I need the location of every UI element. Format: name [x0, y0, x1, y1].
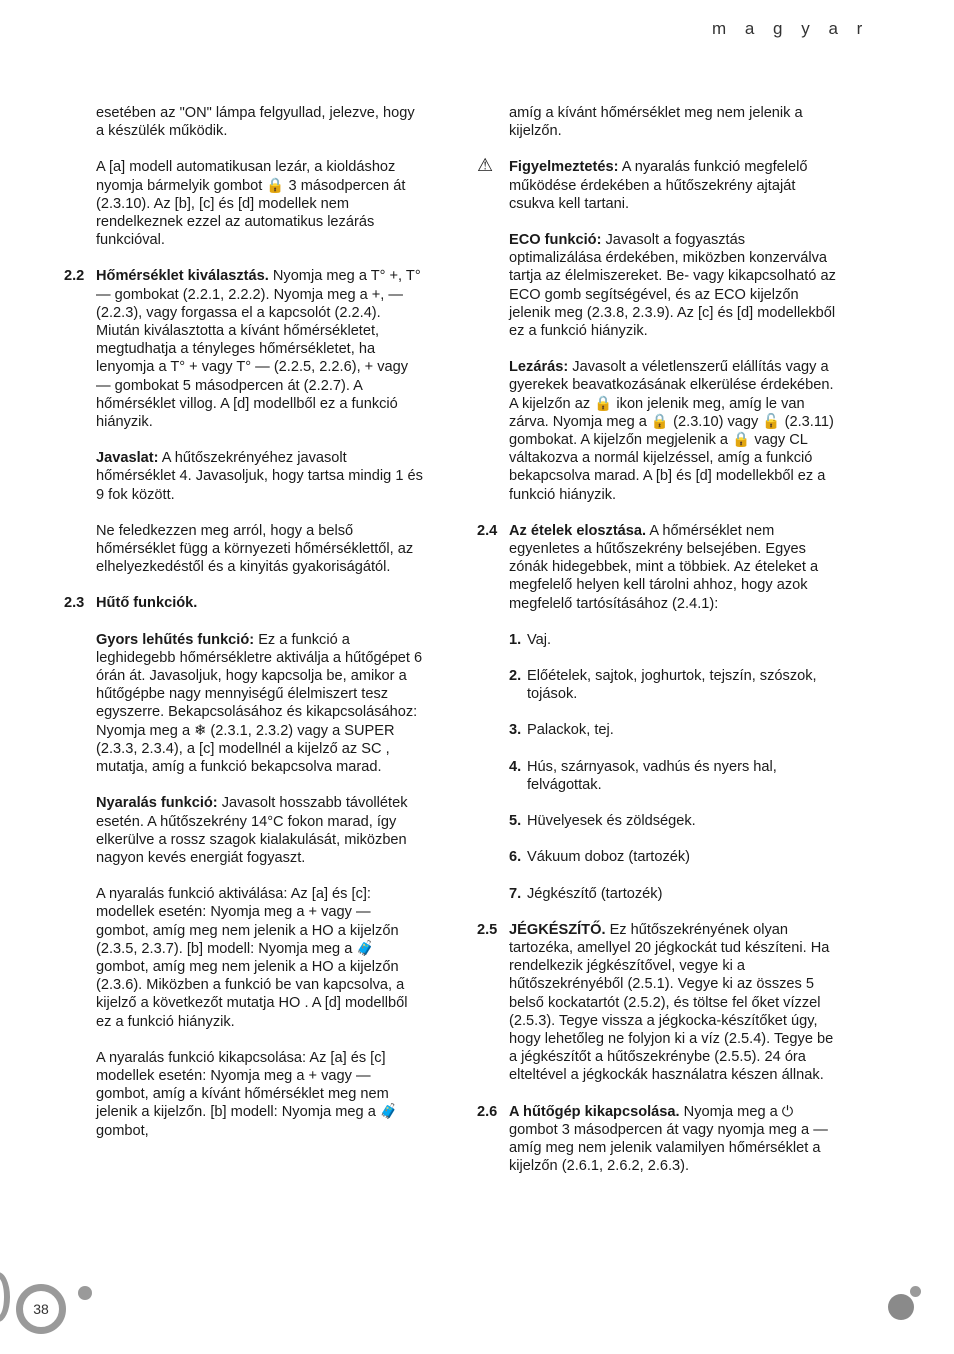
recommendation: [96, 449, 424, 504]
section-2-2: [64, 267, 424, 431]
eco-text: Javasolt a fogyasztás optimalizálása érdekében, miközben konzerválva tartja az élelmiszereket. Be- vagy kikapcsolható az ECO gomb segítségével, és az ECO kijelzőn jelenik meg (2.3.8, 2.3.9). Az [c] és [d] modellekből ez a funkció hiányzik.: [509, 232, 836, 340]
section-text: Ez hűtőszekrényének olyan tartozéka, amellyel 20 jégkockát tud készíteni. Ha rendelkezik jégkészítővel, vegye ki a hűtőszekrényéből (2.5.1). Vegye ki az összes 5 belső kockatartót (2.5.2), és töltse fel őket vízzel (2.5.3). Tegye vissza a jégkocka-készítőket úgy, hogy lehetőleg ne folyjon ki a víz (2.5.4). Tegye be a jégkészítőt a hűtőszekrénybe (2.5.5). 24 óra elteltével a jégkockák használatra készen állnak.: [509, 921, 834, 1084]
quick-cool-title: Gyors lehűtés funkció:: [96, 631, 255, 648]
paragraph: esetében az "ON" lámpa felgyullad, jelezve, hogy a készülék működik.: [96, 105, 415, 140]
quick-cool: [96, 631, 424, 777]
lock-text: Javasolt a véletlenszerű elállítás vagy a gyerekek beavatkozásának elkerülése érdekében. A kijelzőn az 🔒 ikon jelenik meg, amíg le van zárva. Nyomja meg a 🔒 (2.3.10) vagy 🔓 (2.3.11) gombokat. A kijelzőn megjelenik a 🔒 vagy CL váltakozva a normál kijelzéssel, amíg a funkció bekapcsolva marad. A [b] és [d] modellekből ez a funkció hiányzik.: [509, 359, 834, 503]
list-item: 3. Palackok, tej.: [509, 722, 614, 739]
warning-icon: ⚠: [477, 155, 494, 176]
paragraph: A [a] modell automatikusan lezár, a kioldáshoz nyomja bármelyik gombot 🔒 3 másodpercen át (2.3.10). Az [b], [c] és [d] modellek nem rendelkeznek ezzel az automatikus lezárás funkcióval.: [96, 159, 406, 249]
decorative-dot: [78, 1286, 92, 1300]
section-number: 2.4: [477, 522, 498, 539]
paragraph: A nyaralás funkció aktiválása: Az [a] és [c]: modellek esetén: Nyomja meg a + vagy — gombot, amíg meg nem jelenik a HO a kijelzőn (2.3.5, 2.3.7). [b] modell: Nyomja meg a 🧳 gombot, amíg meg nem jelenik a HO a kijelzőn (2.3.6). Miközben a funkció be van kapcsolva, a kijelző a következőt mutatja HO . A [d] modellből ez a funkció hiányzik.: [96, 886, 408, 1030]
holiday-title: Nyaralás funkció:: [96, 795, 218, 812]
recommendation-title: Javaslat:: [96, 450, 159, 467]
list-item: 4. Hús, szárnyasok, vadhús és nyers hal, felvágottak.: [509, 758, 777, 793]
section-number: 2.6: [477, 1103, 498, 1120]
page-number: 38: [16, 1284, 66, 1334]
decorative-dot: [910, 1286, 921, 1297]
section-text: Nyomja meg a ⏻ gombot 3 másodpercen át vagy nyomja meg a — amíg meg nem jelenik valamilyen hőmérséklet a kijelzőn (2.6.1, 2.6.2, 2.6.3).: [509, 1103, 828, 1175]
list-item: 5. Hüvelyesek és zöldségek.: [509, 813, 696, 830]
paragraph: amíg a kívánt hőmérséklet meg nem jelenik a kijelzőn.: [509, 105, 803, 140]
warning-text: A nyaralás funkció megfelelő működése érdekében a hűtőszekrény ajtaját csukva kell tartani.: [509, 159, 808, 212]
section-2-5: [477, 921, 837, 1085]
section-2-6: [477, 1103, 837, 1176]
section-2-4: [477, 522, 837, 613]
eco: [509, 231, 837, 340]
warning: [477, 155, 837, 213]
section-title: JÉGKÉSZÍTŐ.: [509, 921, 606, 938]
list-item: 7. Jégkészítő (tartozék): [509, 885, 663, 902]
left-column: [64, 104, 424, 1158]
section-title: A hűtőgép kikapcsolása.: [509, 1103, 680, 1120]
list-item: 6. Vákuum doboz (tartozék): [509, 849, 691, 866]
holiday-text: Javasolt hosszabb távollétek esetén. A hűtőszekrény 14°C fokon marad, így elkerülve a rossz szagok kialakulását, miközben nagyon kevés energiát fogyaszt.: [96, 795, 408, 866]
section-number: 2.3: [64, 595, 85, 612]
decorative-dot: [888, 1294, 914, 1320]
section-number: 2.5: [477, 921, 498, 938]
recommendation-text: A hűtőszekrényéhez javasolt hőmérséklet 4. Javasoljuk, hogy tartsa mindig 1 és 9 fok között.: [96, 450, 423, 503]
section-2-3: [64, 594, 424, 612]
section-text: A hőmérséklet nem egyenletes a hűtőszekrény belsejében. Egyes zónák hidegebbek, mint a többiek. Az ételeket a megfelelő helyen kell tárolni ahhoz, hogy azok megfelelő tartósításához (2.4.1):: [509, 522, 819, 612]
list-item: 2. Előételek, sajtok, joghurtok, tejszín, szószok, tojások.: [509, 668, 817, 703]
paragraph: A nyaralás funkció kikapcsolása: Az [a] és [c] modellek esetén: Nyomja meg a + vagy — gombot, amíg a kívánt hőmérséklet meg nem jelenik a kijelzőn. [b] modell: Nyomja meg a 🧳 gombot,: [96, 1049, 399, 1139]
quick-cool-text: Ez a funkció a leghidegebb hőmérsékletre aktiválja a hűtőgépet 6 órán át. Javasoljuk, hogy kapcsolja be, amikor a hűtőgépbe nagy mennyiségű élelmiszert tesz egyszerre. Bekapcsolásához és kikapcsolásához: Nyomja meg a ❄ (2.3.1, 2.3.2) vagy a SUPER (2.3.3, 2.3.4), a [c] modellnél a kijelző az SC , mutatja, amíg a funkció bekapcsolva marad.: [96, 631, 423, 776]
right-column: [477, 104, 837, 1193]
lock: [509, 358, 837, 504]
paragraph: Ne feledkezzen meg arról, hogy a belső hőmérséklet függ a környezeti hőmérséklettől, az elhelyezkedéstől és a kinyitás gyakoriságától.: [96, 522, 414, 576]
list-item: 1. Vaj.: [509, 631, 552, 648]
section-title: Hőmérséklet kiválasztás.: [96, 268, 269, 285]
eco-title: ECO funkció:: [509, 232, 602, 249]
section-title: Az ételek elosztása.: [509, 522, 647, 539]
decorative-arc: [0, 1272, 10, 1322]
holiday: [96, 794, 424, 867]
section-title: Hűtő funkciók.: [96, 595, 198, 612]
language-label: m a g y a r: [712, 19, 870, 38]
warning-title: Figyelmeztetés:: [509, 159, 619, 176]
section-number: 2.2: [64, 268, 85, 285]
lock-title: Lezárás:: [509, 359, 569, 376]
section-text: Nyomja meg a T° +, T° — gombokat (2.2.1, 2.2.2). Nyomja meg a +, — (2.2.3), vagy forgassa el a kapcsolót (2.2.4). Miután kiválasztotta a kívánt hőmérsékletet, megtudhatja a tényleges hőmérsékletet, ha lenyomja a T° + vagy T° — (2.2.5, 2.2.6), + vagy — gombokat 5 másodpercen át (2.2.7). A hőmérséklet villog. A [d] modellből ez a funkció hiányzik.: [96, 268, 421, 431]
